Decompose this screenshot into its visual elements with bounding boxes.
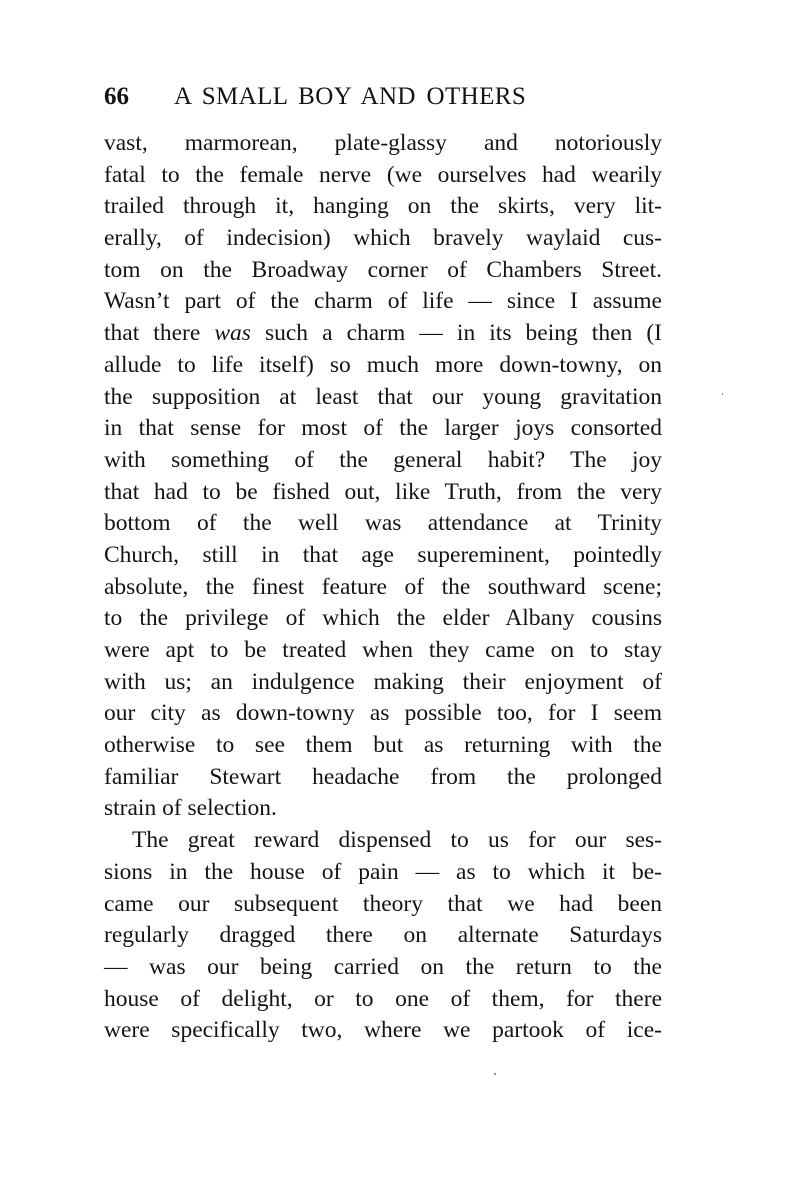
- text-line: allude to life itself) so much more down-towny, on: [104, 351, 662, 378]
- text-line: erally, of indecision) which bravely waylaid cus-: [104, 225, 662, 252]
- page-number: 66: [104, 83, 129, 110]
- ink-speck: [722, 393, 723, 395]
- text-line: strain of selection.: [104, 795, 277, 822]
- text-line: sions in the house of pain — as to which it be-: [104, 858, 662, 885]
- text-line: fatal to the female nerve (we ourselves had wearily: [104, 161, 662, 188]
- running-header: [104, 80, 664, 114]
- text-line: were specifically two, where we partook of ice-: [104, 1017, 662, 1044]
- text-line: house of delight, or to one of them, for there: [104, 985, 662, 1012]
- text-line: Wasn’t part of the charm of life — since I assume: [104, 288, 662, 315]
- body-text: [104, 128, 662, 1047]
- text-line: in that sense for most of the larger joys consorted: [104, 415, 662, 442]
- text-line: bottom of the well was attendance at Trinity: [104, 510, 662, 537]
- text-line: vast, marmorean, plate-glassy and notoriously: [104, 130, 662, 156]
- text-line: familiar Stewart headache from the prolonged: [104, 763, 662, 790]
- text-line: tom on the Broadway corner of Chambers Street.: [104, 256, 662, 283]
- text-line: trailed through it, hanging on the skirts, very lit-: [104, 193, 662, 220]
- paragraph-1: [104, 128, 662, 825]
- text-line: otherwise to see them but as returning with the: [104, 732, 662, 759]
- text-line: with something of the general habit? The joy: [104, 446, 662, 473]
- text-line: were apt to be treated when they came on to stay: [104, 637, 662, 663]
- ink-speck: [494, 1073, 496, 1075]
- text-line: The great reward dispensed to us for our ses-: [132, 827, 662, 854]
- text-line: absolute, the finest feature of the southward scene;: [104, 573, 662, 600]
- text-line: the supposition at least that our young gravitation: [104, 383, 662, 410]
- text-line: Church, still in that age supereminent, pointedly: [104, 541, 662, 568]
- text-line: came our subsequent theory that we had been: [104, 890, 662, 917]
- text-line: regularly dragged there on alternate Saturdays: [104, 922, 662, 949]
- paragraph-2: [104, 825, 662, 1047]
- text-line: to the privilege of which the elder Albany cousins: [104, 605, 662, 632]
- running-title: A SMALL BOY AND OTHERS: [174, 83, 527, 110]
- text-line: — was our being carried on the return to the: [104, 953, 662, 980]
- text-line: that had to be fished out, like Truth, from the very: [104, 478, 662, 505]
- text-line: with us; an indulgence making their enjoyment of: [104, 668, 662, 695]
- text-line: our city as down-towny as possible too, for I seem: [104, 700, 662, 727]
- text-line: that there was such a charm — in its being then (I: [104, 320, 662, 347]
